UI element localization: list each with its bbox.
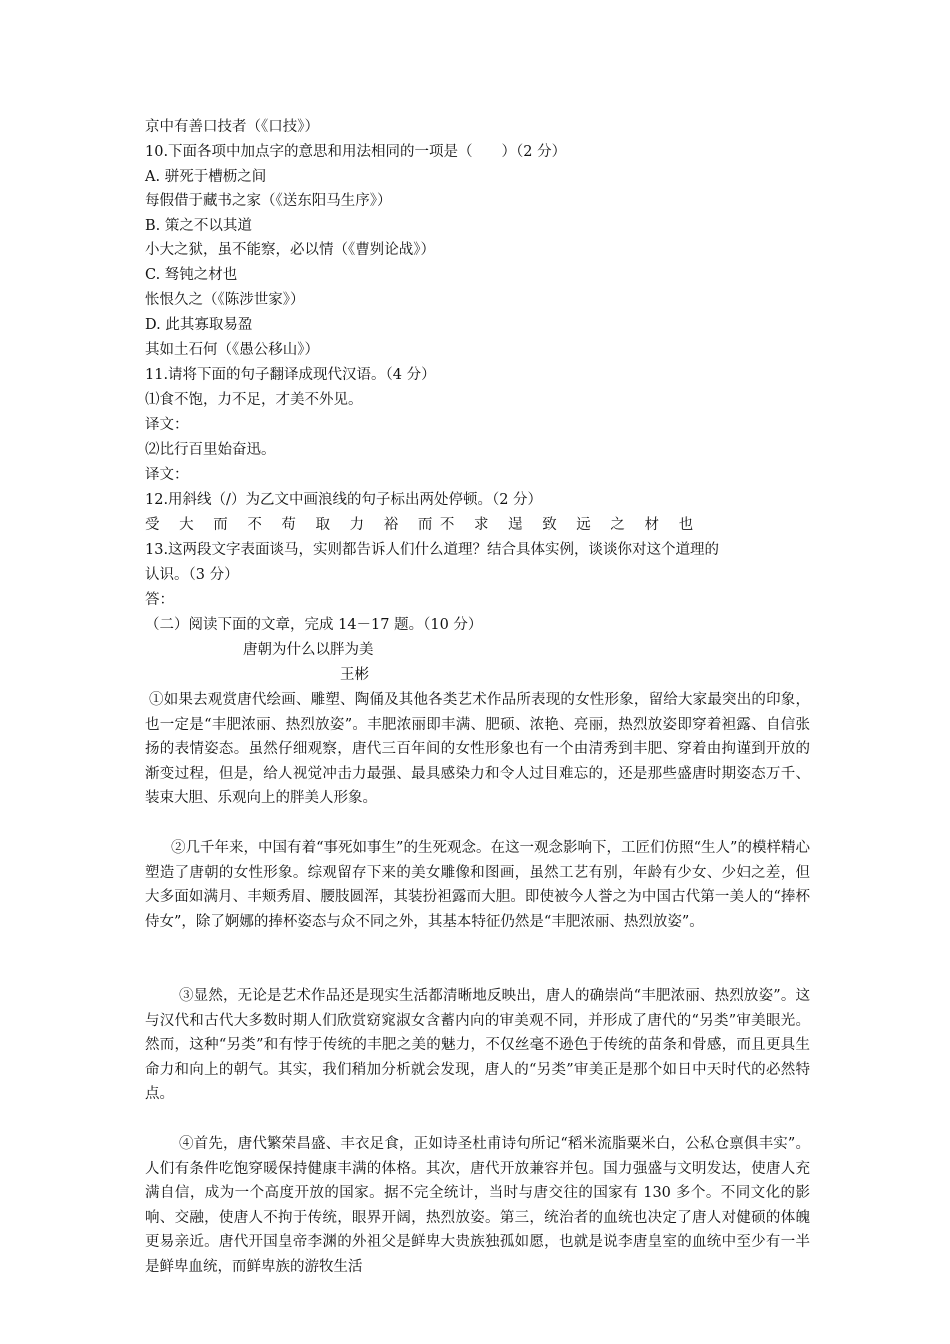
sentence-1: ⑴食不饱，力不足，才美不外见。 [145,392,363,408]
text-line: 小大之狱，虽不能察，必以情（《曹刿论战》） [145,242,435,258]
section-heading: （二）阅读下面的文章，完成 14－17 题。（10 分） [145,617,483,633]
text-line: 其如土石何（《愚公移山》） [145,342,319,358]
translation-label: 译文： [145,417,189,433]
question-13: 13.这两段文字表面谈马，实则都告诉人们什么道理？结合具体实例，谈谈你对这个道理的 [145,542,720,558]
sentence-2: ⑵比行百里始奋迅。 [145,442,276,458]
answer-label: 答： [145,592,174,608]
option-a: A. 骈死于槽枥之间 [145,169,267,185]
article-paragraph-1: ①如果去观赏唐代绘画、雕塑、陶俑及其他各类艺术作品所表现的女性形象，留给大家最突出的印象，也一定是“丰肥浓丽、热烈放姿”。丰肥浓丽即丰满、肥硕、浓艳、亮丽，热烈放姿即穿着袒露、自信张扬的表情姿态。虽然仔细观察，唐代三百年间的女性形象也有一个由清秀到丰肥、穿着由拘谨到开放的渐变过程，但是，给人视觉冲击力最强、最具感染力和令人过目难忘的，还是那些盛唐时期姿态万千、装束大胆、乐观向上的胖美人形象。 [145,692,810,806]
article-title: 唐朝为什么以胖为美 [243,642,374,658]
text-line: 认识。（3 分） [145,567,239,583]
pause-sentence: 受 大 而 不 苟 取 力 裕 而不 求 逞 致 远 之 材 也 [145,517,701,533]
option-b: B. 策之不以其道 [145,218,252,234]
article-author: 王彬 [340,667,369,683]
option-c: C. 驽钝之材也 [145,267,238,283]
text-line: 京中有善口技者（《口技》） [145,119,319,135]
question-11: 11.请将下面的句子翻译成现代汉语。（4 分） [145,367,436,383]
article-paragraph-4: ④首先，唐代繁荣昌盛、丰衣足食，正如诗圣杜甫诗句所记“稻米流脂粟米白，公私仓禀俱丰实”。人们有条件吃饱穿暖保持健康丰满的体格。其次，唐代开放兼容并包。国力强盛与文明发达，使唐人充满自信，成为一个高度开放的国家。据不完全统计，当时与唐交往的国家有 130 多个。不同文化的影响、交融，使唐人不拘于传统，眼界开阔，热烈放姿。第三，统治者的血统也决定了唐人对健硕的体魄更易亲近。唐代开国皇帝李渊的外祖父是鲜卑大贵族独孤如愿，也就是说李唐皇室的血统中至少有一半是鲜卑血统，而鲜卑族的游牧生活 [145,1136,810,1275]
article-paragraph-2: ②几千年来，中国有着“事死如事生”的生死观念。在这一观念影响下，工匠们仿照“生人”的模样精心塑造了唐朝的女性形象。综观留存下来的美女雕像和图画，虽然工艺有别，年龄有少女、少妇之差，但大多面如满月、丰颊秀眉、腰肢圆浑，其装扮袒露而大胆。即使被今人誉之为中国古代第一美人的“捧杯侍女”，除了婀娜的捧杯姿态与众不同之外，其基本特征仍然是“丰肥浓丽、热烈放姿”。 [145,840,810,930]
option-d: D. 此其寡取易盈 [145,317,253,333]
text-line: 怅恨久之（《陈涉世家》） [145,292,305,308]
article-paragraph-3: ③显然，无论是艺术作品还是现实生活都清晰地反映出，唐人的确崇尚“丰肥浓丽、热烈放姿”。这与汉代和古代大多数时期人们欣赏窈窕淑女含蓄内向的审美观不同，并形成了唐代的“另类”审美眼光。然而，这种“另类”和有悖于传统的丰肥之美的魅力，不仅丝毫不逊色于传统的苗条和骨感，而且更具生命力和向上的朝气。其实，我们稍加分析就会发现，唐人的“另类”审美正是那个如日中天时代的必然特点。 [145,988,810,1102]
question-12: 12.用斜线（/）为乙文中画浪线的句子标出两处停顿。（2 分） [145,492,543,508]
question-10: 10.下面各项中加点字的意思和用法相同的一项是（ ）（2 分） [145,144,567,160]
translation-label: 译文： [145,467,189,483]
text-line: 每假借于藏书之家（《送东阳马生序》） [145,193,392,209]
